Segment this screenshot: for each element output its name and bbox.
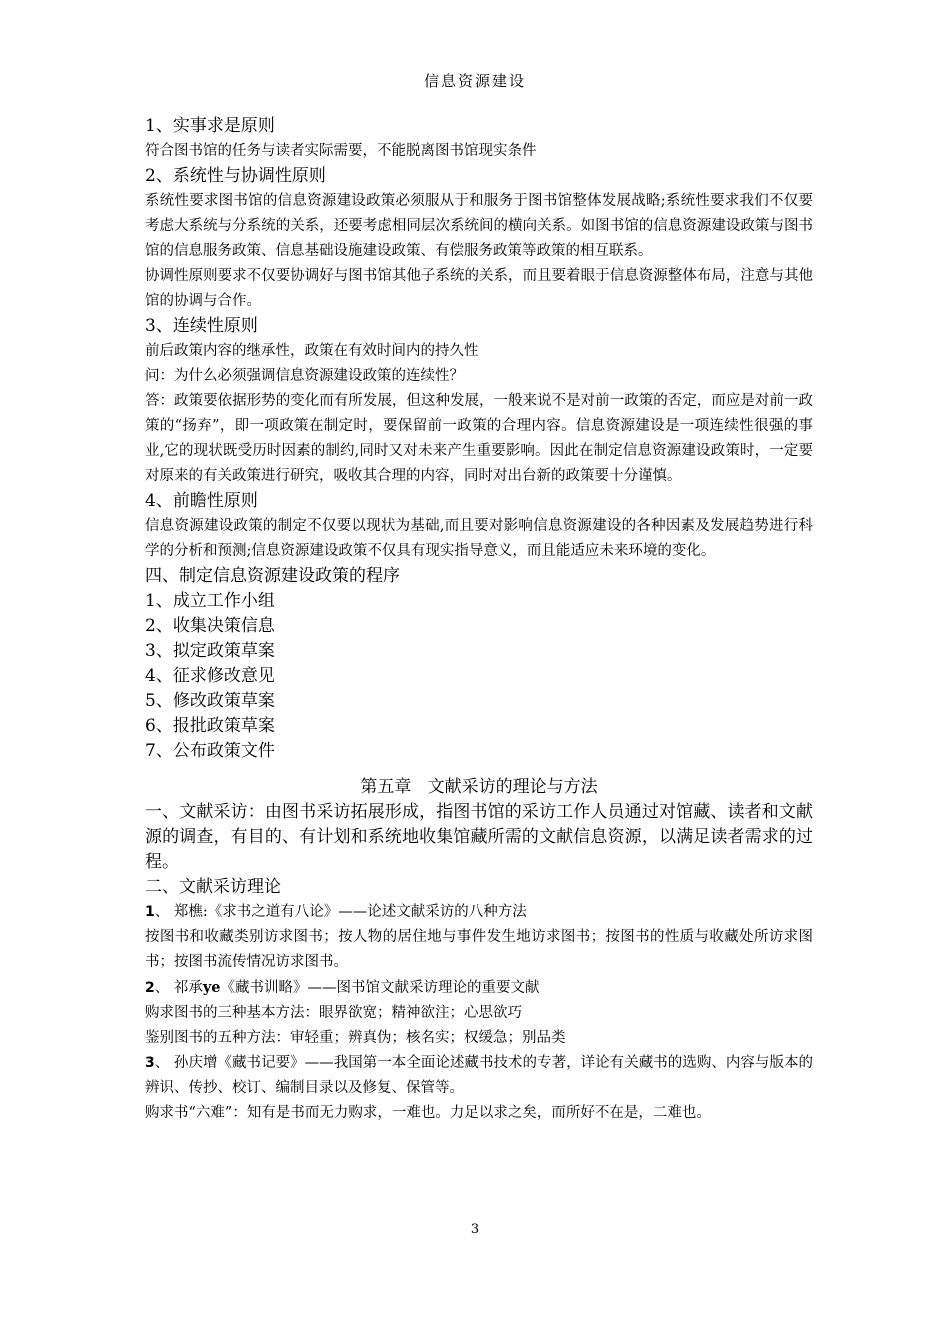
section-heading: 二、文献采访理论 <box>145 877 281 897</box>
procedure-step: 5、修改政策草案 <box>145 691 275 711</box>
chapter-title: 第五章 文献采访的理论与方法 <box>360 777 598 797</box>
paragraph: 协调性原则要求不仅要协调好与图书馆其他子系统的关系，而且要着眼于信息资源整体布局，注意与其他馆的协调与合作。 <box>145 268 813 309</box>
theory-item-heading <box>145 975 813 1001</box>
item-number: 1 <box>145 904 155 920</box>
item-heading-text: 、 祁承 <box>154 980 203 996</box>
document-body <box>145 114 813 1126</box>
item-heading-bold: ye <box>202 979 221 996</box>
paragraph: 前后政策内容的继承性，政策在有效时间内的持久性 <box>145 343 479 359</box>
paragraph: 信息资源建设政策的制定不仅要以现状为基础,而且要对影响信息资源建设的各种因素及发展趋势进行科学的分析和预测;信息资源建设政策不仅具有现实指导意义，而且能适应未来环境的变化。 <box>145 518 813 559</box>
theory-item-heading <box>145 1051 813 1101</box>
theory-item-heading <box>145 900 813 925</box>
procedure-step: 4、征求修改意见 <box>145 666 275 686</box>
paragraph: 鉴别图书的五种方法：审轻重；辨真伪；核名实；权缓急；别品类 <box>145 1030 566 1046</box>
section-heading: 3、连续性原则 <box>145 316 258 336</box>
paragraph: 系统性要求图书馆的信息资源建设政策必须服从于和服务于图书馆整体发展战略;系统性要求我们不仅要考虑大系统与分系统的关系，还要考虑相同层次系统间的横向关系。如图书馆的信息资源建设政策与图书馆的信息服务政策、信息基础设施建设政策、有偿服务政策等政策的相互联系。 <box>145 193 813 259</box>
item-heading-text: 、 郑樵:《求书之道有八论》——论述文献采访的八种方法 <box>154 904 527 920</box>
section-heading: 1、实事求是原则 <box>145 116 275 136</box>
paragraph: 购求书“六难”：知有是书而无力购求，一难也。力足以求之矣，而所好不在是，二难也。 <box>145 1105 711 1121</box>
procedure-step: 7、公布政策文件 <box>145 741 275 761</box>
paragraph: 购求图书的三种基本方法：眼界欲宽；精神欲注；心思欲巧 <box>145 1005 522 1021</box>
section-heading: 4、前瞻性原则 <box>145 491 258 511</box>
page-number: 3 <box>470 1222 480 1237</box>
definition-paragraph: 一、文献采访：由图书采访拓展形成，指图书馆的采访工作人员通过对馆藏、读者和文献源的调查，有目的、有计划和系统地收集馆藏所需的文献信息资源，以满足读者需求的过程。 <box>145 802 813 872</box>
answer: 答：政策要依据形势的变化而有所发展，但这种发展，一般来说不是对前一政策的否定，而应是对前一政策的“扬弃”，即一项政策在制定时，要保留前一政策的合理内容。信息资源建设是一项连续性很强的事业,它的现状既受历时因素的制约,同时又对未来产生重要影响。因此在制定信息资源建设政策时，一定要对原来的有关政策进行研究，吸收其合理的内容，同时对出台新的政策要十分谨慎。 <box>145 393 813 484</box>
procedure-step: 6、报批政策草案 <box>145 716 275 736</box>
procedure-step: 1、成立工作小组 <box>145 591 275 611</box>
item-heading-text: 《藏书训略》——图书馆文献采访理论的重要文献 <box>220 980 540 996</box>
procedure-step: 2、收集决策信息 <box>145 616 275 636</box>
question: 问：为什么必须强调信息资源建设政策的连续性？ <box>145 368 464 384</box>
procedure-step: 3、拟定政策草案 <box>145 641 275 661</box>
item-number: 2 <box>145 980 155 996</box>
item-number: 3 <box>145 1055 155 1071</box>
procedure-steps <box>145 589 813 764</box>
paragraph: 按图书和收藏类别访求图书；按人物的居住地与事件发生地访求图书；按图书的性质与收藏处所访求图书；按图书流传情况访求图书。 <box>145 929 813 970</box>
procedure-heading: 四、制定信息资源建设政策的程序 <box>145 566 400 586</box>
paragraph: 符合图书馆的任务与读者实际需要，不能脱离图书馆现实条件 <box>145 143 537 159</box>
page-header: 信息资源建设 <box>423 72 526 90</box>
item-heading-text: 、 孙庆增《藏书记要》——我国第一本全面论述藏书技术的专著，详论有关藏书的选购、内容与版本的辨识、传抄、校订、编制目录以及修复、保管等。 <box>145 1055 813 1096</box>
section-heading: 2、系统性与协调性原则 <box>145 166 326 186</box>
